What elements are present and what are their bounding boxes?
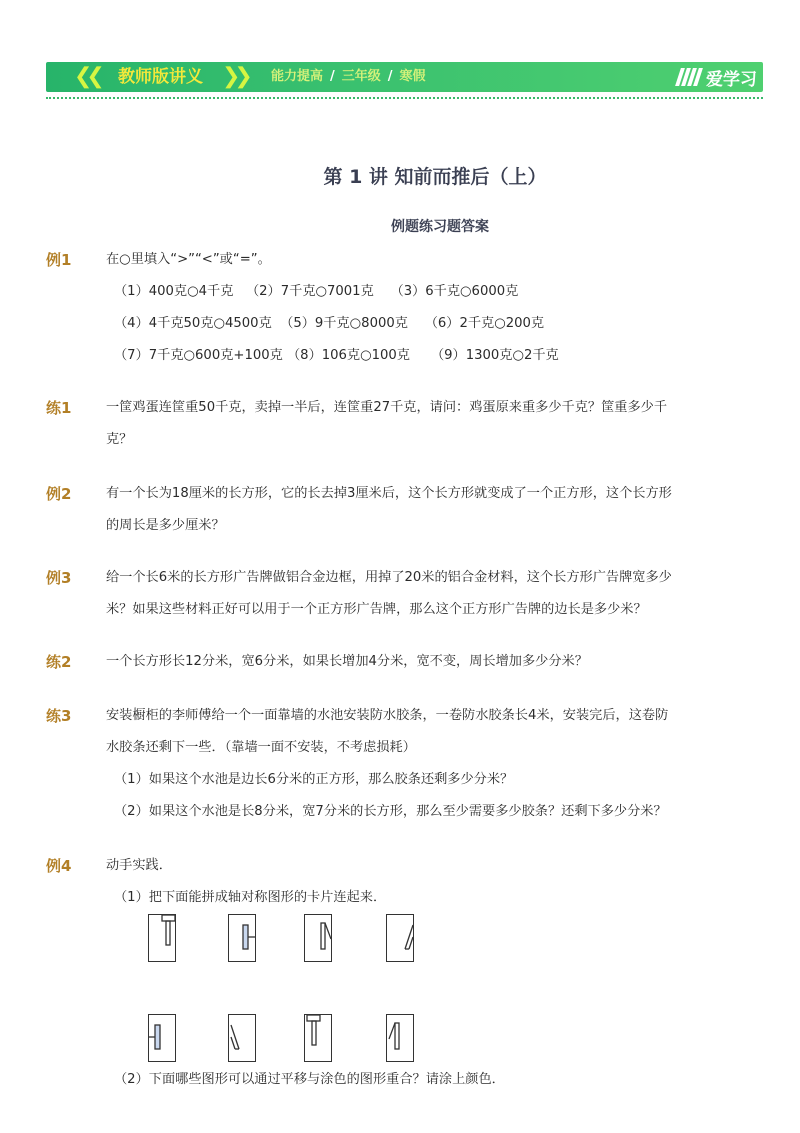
t-shape-icon bbox=[305, 1015, 333, 1063]
sub-question: （1）400克○4千克 （2）7千克○7001克 （3）6千克○6000克 bbox=[114, 284, 519, 299]
card-a-shape-1[interactable] bbox=[386, 914, 414, 962]
sub-question: （1）如果这个水池是边长6分米的正方形，那么胶条还剩多少分米？ bbox=[114, 772, 514, 787]
card-bar-shape-1[interactable] bbox=[228, 914, 256, 962]
bar-shape-icon bbox=[149, 1015, 177, 1063]
question-label: 例2 bbox=[46, 485, 72, 503]
card-t-shape-2[interactable] bbox=[304, 1014, 332, 1062]
logo-icon bbox=[678, 68, 700, 86]
card-n-shape-2[interactable] bbox=[386, 1014, 414, 1062]
header-title: 教师版讲义 bbox=[118, 67, 203, 87]
card-a-shape-2[interactable] bbox=[228, 1014, 256, 1062]
card-figures bbox=[148, 914, 438, 1064]
header-tag-ability: 能力提高 bbox=[271, 69, 324, 84]
question-text: 米？如果这些材料正好可以用于一个正方形广告牌，那么这个正方形广告牌的边长是多少米？ bbox=[106, 602, 647, 617]
sub-question: （2）下面哪些图形可以通过平移与涂色的图形重合？请涂上颜色． bbox=[114, 1072, 505, 1087]
sub-question: （7）7千克○600克+100克 （8）106克○100克 （9）1300克○2千克 bbox=[114, 348, 559, 363]
bar-shape-icon bbox=[229, 915, 257, 963]
sub-question: （4）4千克50克○4500克 （5）9千克○8000克 （6）2千克○200克 bbox=[114, 316, 545, 331]
card-n-shape-1[interactable] bbox=[304, 914, 332, 962]
logo-text: 爱学习 bbox=[706, 69, 757, 90]
chevron-left-icon: ❮❮ bbox=[74, 64, 99, 89]
question-text: 在○里填入“>”“<”或“=”。 bbox=[106, 252, 271, 267]
lecture-title: 第 1 讲 知前而推后（上） bbox=[323, 166, 547, 188]
question-text: 动手实践． bbox=[106, 858, 172, 873]
sub-question: （1）把下面能拼成轴对称图形的卡片连起来． bbox=[114, 890, 387, 905]
question-text: 的周长是多少厘米？ bbox=[106, 518, 225, 533]
n-shape-icon bbox=[387, 1015, 415, 1063]
question-label: 练1 bbox=[46, 399, 72, 417]
header-tag-season: 寒假 bbox=[399, 69, 426, 84]
chevron-right-icon: ❯❯ bbox=[222, 64, 247, 89]
question-label: 例3 bbox=[46, 569, 72, 587]
header-bar bbox=[46, 62, 763, 92]
question-label: 练2 bbox=[46, 653, 72, 671]
sub-question: （2）如果这个水池是长8分米，宽7分米的长方形，那么至少需要多少胶条？还剩下多少分米？ bbox=[114, 804, 667, 819]
card-t-shape-1[interactable] bbox=[148, 914, 176, 962]
a-shape-icon bbox=[229, 1015, 257, 1063]
question-text: 给一个长6米的长方形广告牌做铝合金边框，用掉了20米的铝合金材料，这个长方形广告牌宽多少 bbox=[106, 570, 672, 585]
brand-logo bbox=[678, 62, 757, 92]
question-label: 例4 bbox=[46, 857, 72, 875]
a-shape-icon bbox=[387, 915, 415, 963]
header-tags: 能力提高 / 三年级 / 寒假 bbox=[271, 69, 426, 84]
card-bar-shape-2[interactable] bbox=[148, 1014, 176, 1062]
section-title: 例题练习题答案 bbox=[391, 219, 489, 235]
header-divider bbox=[46, 97, 763, 99]
question-text: 克？ bbox=[106, 432, 133, 447]
question-label: 练3 bbox=[46, 707, 72, 725]
question-label: 例1 bbox=[46, 251, 72, 269]
question-text: 安装橱柜的李师傅给一个一面靠墙的水池安装防水胶条，一卷防水胶条长4米，安装完后，这卷防 bbox=[106, 708, 669, 723]
question-text: 一个长方形长12分米，宽6分米，如果长增加4分米，宽不变，周长增加多少分米？ bbox=[106, 654, 588, 669]
n-shape-icon bbox=[305, 915, 333, 963]
question-text: 水胶条还剩下一些．（靠墙一面不安装，不考虑损耗） bbox=[106, 740, 416, 755]
header-tag-grade: 三年级 bbox=[341, 69, 381, 84]
question-text: 有一个长为18厘米的长方形，它的长去掉3厘米后，这个长方形就变成了一个正方形，这个长方形 bbox=[106, 486, 672, 501]
question-text: 一筐鸡蛋连筐重50千克，卖掉一半后，连筐重27千克，请问：鸡蛋原来重多少千克？筐重多少千 bbox=[106, 400, 668, 415]
t-shape-icon bbox=[149, 915, 177, 963]
